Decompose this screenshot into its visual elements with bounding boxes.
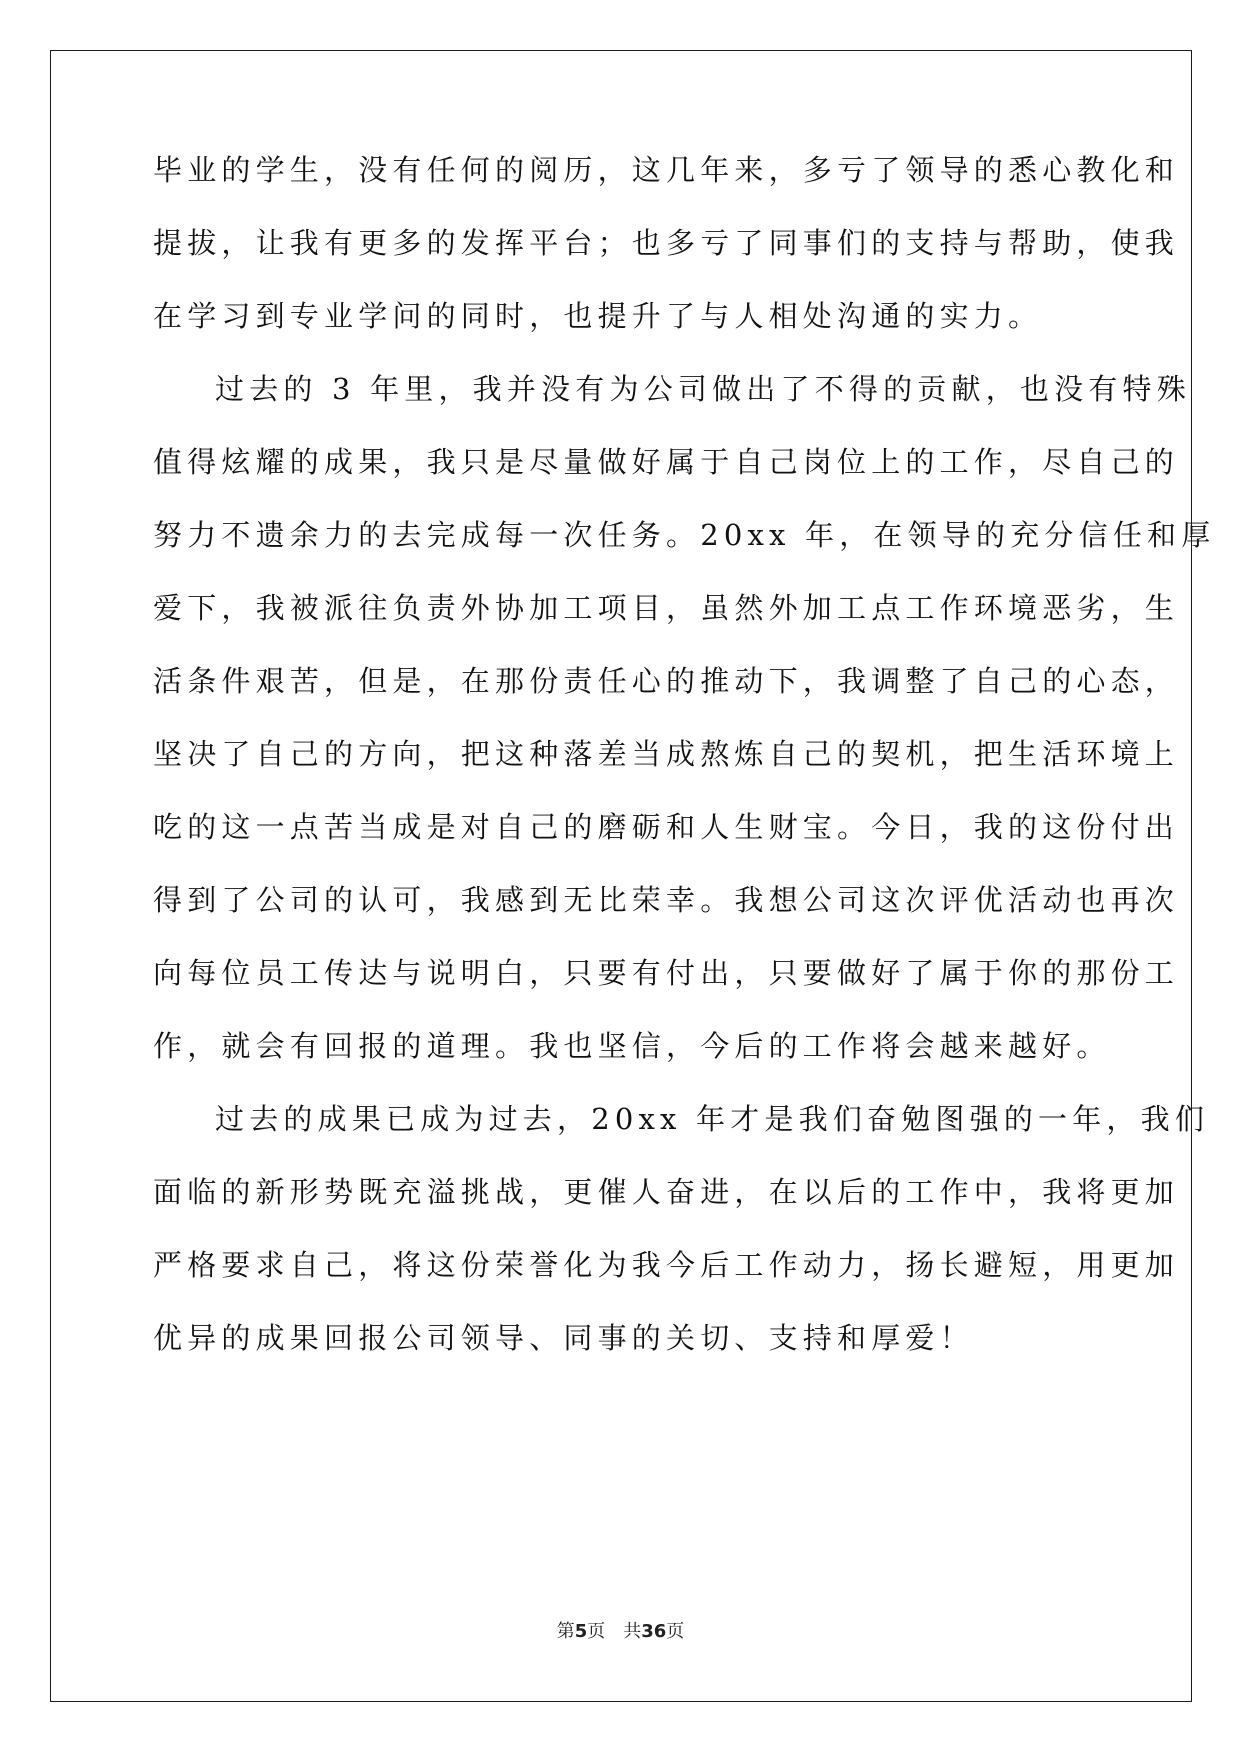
total-suffix: 页 <box>666 1621 685 1642</box>
page-border <box>50 50 1192 1702</box>
text-line: 优异的成果回报公司领导、同事的关切、支持和厚爱！ <box>153 1321 974 1355</box>
text-line: 爱下，我被派往负责外协加工项目，虽然外加工点工作环境恶劣，生 <box>153 591 1180 625</box>
text-line: 向每位员工传达与说明白，只要有付出，只要做好了属于你的那份工 <box>153 956 1180 990</box>
text-line: 严格要求自己，将这份荣誉化为我今后工作动力，扬长避短，用更加 <box>153 1248 1180 1282</box>
text-line: 值得炫耀的成果，我只是尽量做好属于自己岗位上的工作，尽自己的 <box>153 445 1180 479</box>
text-line: 提拔，让我有更多的发挥平台；也多亏了同事们的支持与帮助，使我 <box>153 226 1180 260</box>
text-line: 努力不遗余力的去完成每一次任务。20xx 年，在领导的充分信任和厚 <box>153 518 1216 552</box>
text-line: 得到了公司的认可，我感到无比荣幸。我想公司这次评优活动也再次 <box>153 883 1180 917</box>
page-suffix: 页 <box>587 1621 606 1642</box>
text-line: 过去的 3 年里，我并没有为公司做出了不得的贡献，也没有特殊 <box>215 372 1191 406</box>
text-line: 作，就会有回报的道理。我也坚信，今后的工作将会越来越好。 <box>153 1029 1111 1063</box>
text-line: 过去的成果已成为过去，20xx 年才是我们奋勉图强的一年，我们 <box>215 1102 1210 1136</box>
page-number: 5 <box>574 1621 588 1642</box>
text-line: 活条件艰苦，但是，在那份责任心的推动下，我调整了自己的心态， <box>153 664 1180 698</box>
text-line: 吃的这一点苦当成是对自己的磨砺和人生财宝。今日，我的这份付出 <box>153 810 1180 844</box>
text-line: 毕业的学生，没有任何的阅历，这几年来，多亏了领导的悉心教化和 <box>153 153 1180 187</box>
text-line: 在学习到专业学问的同时，也提升了与人相处沟通的实力。 <box>153 299 1043 333</box>
page-footer <box>0 1620 1241 1644</box>
text-line: 坚决了自己的方向，把这种落差当成熬炼自己的契机，把生活环境上 <box>153 737 1180 771</box>
total-pages: 36 <box>641 1621 667 1642</box>
page-prefix: 第 <box>556 1621 575 1642</box>
total-prefix: 共 <box>623 1621 642 1642</box>
text-line: 面临的新形势既充溢挑战，更催人奋进，在以后的工作中，我将更加 <box>153 1175 1180 1209</box>
